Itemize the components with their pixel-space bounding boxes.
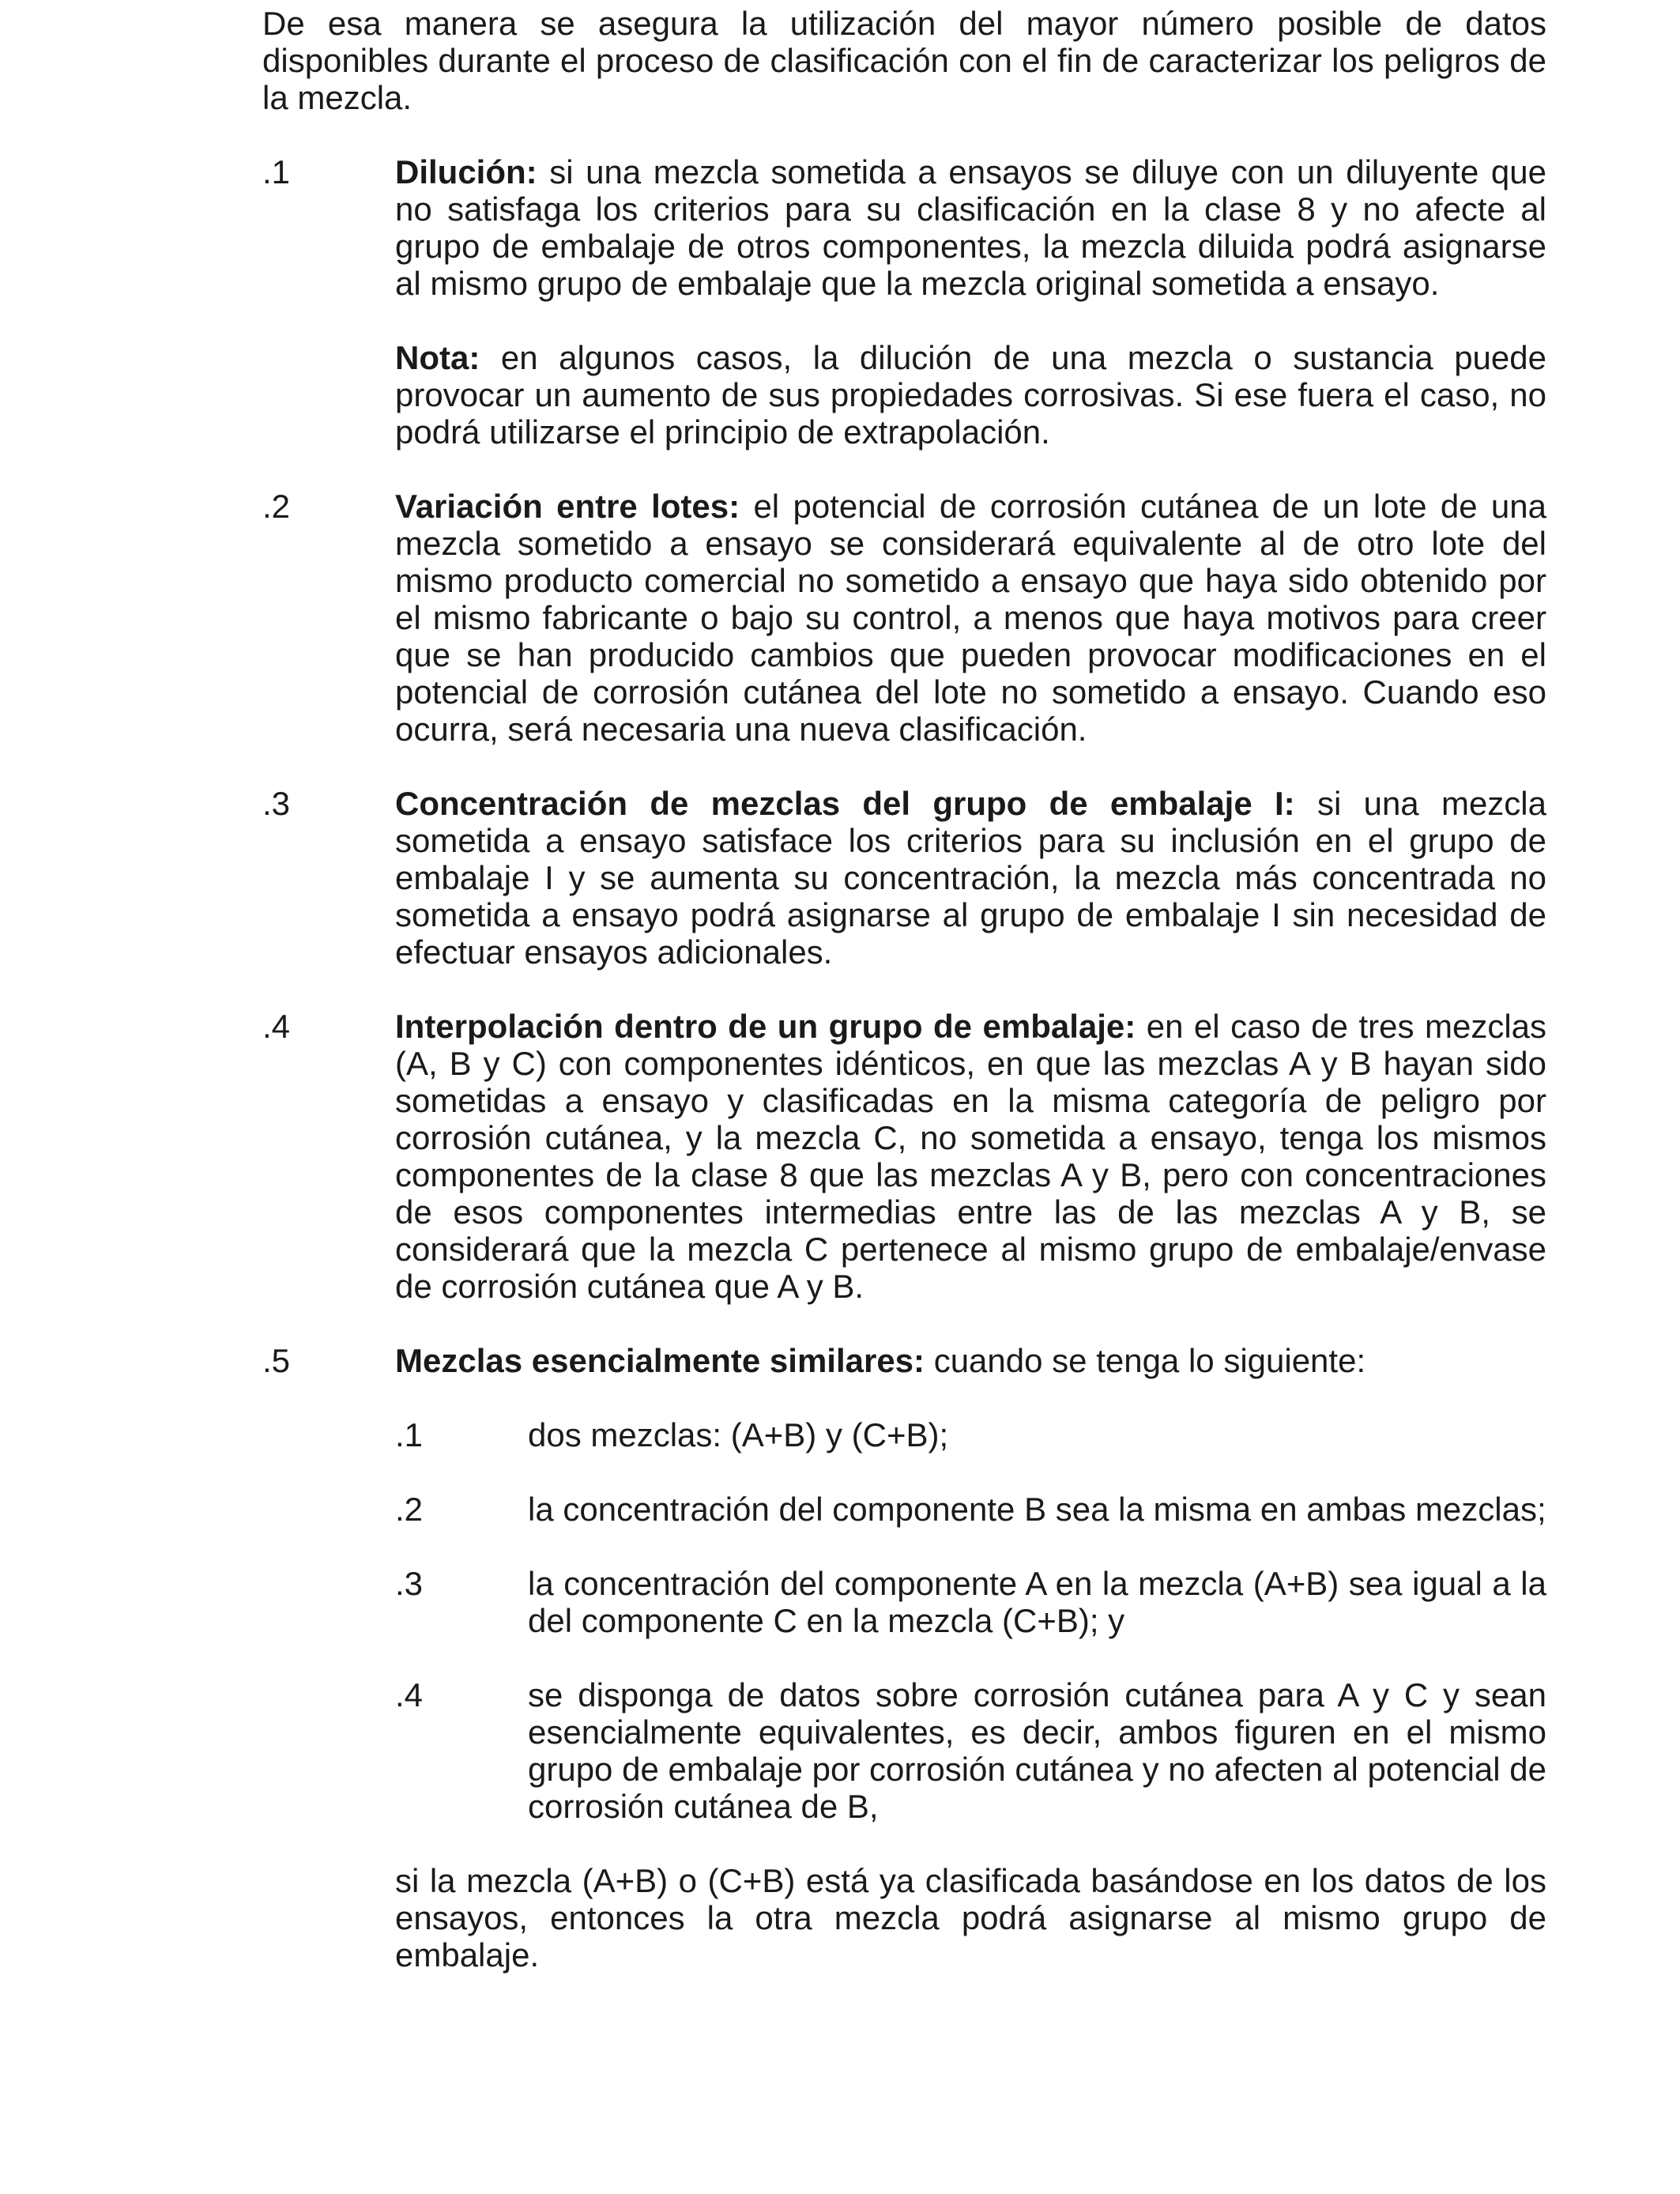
item-title: Mezclas esencialmente similares: [395, 1342, 925, 1379]
subitem [395, 1491, 1546, 1528]
item-paragraph [395, 1342, 1546, 1379]
subitem [395, 1676, 1546, 1825]
document-page [262, 5, 1546, 2011]
note-paragraph [395, 339, 1546, 450]
item-number: .4 [262, 1008, 291, 1045]
item-text: si una mezcla sometida a ensayo satisface los criterios para su inclusión en el grupo de embalaje I y se aumenta su concentración, la mezcla más concentrada no sometida a ensayo podrá asignarse al grupo de embalaje I sin necesidad de efectuar ensayos adicionales. [395, 785, 1546, 971]
item-text: en el caso de tres mezclas (A, B y C) con componentes idénticos, en que las mezclas A y B hayan sido sometidas a ensayo y clasificadas en la misma categoría de peligro por corrosión cutánea, y la mezcla C, no sometida a ensayo, tenga los mismos componentes de la clase 8 que las mezclas A y B, pero con concentraciones de esos componentes intermedias entre las de las mezclas A y B, se considerará que la mezcla C pertenece al mismo grupo de embalaje/envase de corrosión cutánea que A y B. [395, 1008, 1547, 1305]
item-dilution [262, 153, 1546, 450]
item-concentration [262, 785, 1546, 971]
item-title: Concentración de mezclas del grupo de embalaje I: [395, 785, 1295, 822]
note-title: Nota: [395, 339, 480, 376]
item-number: .5 [262, 1342, 291, 1379]
subitem-number: .3 [395, 1565, 424, 1602]
item-interpolation [262, 1008, 1546, 1305]
subitem-text: la concentración del componente A en la mezcla (A+B) sea igual a la del componente C en la mezcla (C+B); y [528, 1565, 1546, 1639]
subitem [395, 1565, 1546, 1639]
subitem-text: se disponga de datos sobre corrosión cutánea para A y C y sean esencialmente equivalentes, es decir, ambos figuren en el mismo grupo de embalaje por corrosión cutánea y no afecten al potencial de corrosión cutánea de B, [528, 1676, 1546, 1825]
subitem-number: .2 [395, 1491, 424, 1528]
item-text: el potencial de corrosión cutánea de un lote de una mezcla sometido a ensayo se considerará equivalente al de otro lote del mismo producto comercial no sometido a ensayo que haya sido obtenido por el mismo fabricante o bajo su control, a menos que haya motivos para creer que se han producido cambios que pueden provocar modificaciones en el potencial de corrosión cutánea del lote no sometido a ensayo. Cuando eso ocurra, será necesaria una nueva clasificación. [395, 488, 1546, 748]
item-text: si una mezcla sometida a ensayos se diluye con un diluyente que no satisfaga los criterios para su clasificación en la clase 8 y no afecte al grupo de embalaje de otros componentes, la mezcla diluida podrá asignarse al mismo grupo de embalaje que la mezcla original sometida a ensayo. [395, 153, 1546, 302]
item-title: Variación entre lotes: [395, 488, 740, 525]
item-batch-variation [262, 488, 1546, 748]
item-similar-mixtures [262, 1342, 1546, 1973]
note-text: en algunos casos, la dilución de una mezcla o sustancia puede provocar un aumento de sus propiedades corrosivas. Si ese fuera el caso, no podrá utilizarse el principio de extrapolación. [395, 339, 1546, 450]
item-text: cuando se tenga lo siguiente: [925, 1342, 1366, 1379]
subitem-number: .1 [395, 1416, 424, 1453]
subitem-text: la concentración del componente B sea la misma en ambas mezclas; [528, 1491, 1546, 1528]
item-number: .2 [262, 488, 291, 525]
item-title: Interpolación dentro de un grupo de embalaje: [395, 1008, 1136, 1045]
item-paragraph [395, 488, 1546, 748]
intro-paragraph: De esa manera se asegura la utilización del mayor número posible de datos disponibles durante el proceso de clasificación con el fin de caracterizar los peligros de la mezcla. [262, 5, 1546, 116]
subitem-number: .4 [395, 1676, 424, 1713]
item-paragraph [395, 153, 1546, 302]
item-number: .3 [262, 785, 291, 822]
item-paragraph [395, 1008, 1546, 1305]
item-title: Dilución: [395, 153, 537, 190]
subitem [395, 1416, 1546, 1453]
closing-paragraph: si la mezcla (A+B) o (C+B) está ya clasificada basándose en los datos de los ensayos, entonces la otra mezcla podrá asignarse al mismo grupo de embalaje. [395, 1862, 1546, 1973]
item-number: .1 [262, 153, 291, 190]
item-paragraph [395, 785, 1546, 971]
subitem-text: dos mezclas: (A+B) y (C+B); [528, 1416, 949, 1453]
